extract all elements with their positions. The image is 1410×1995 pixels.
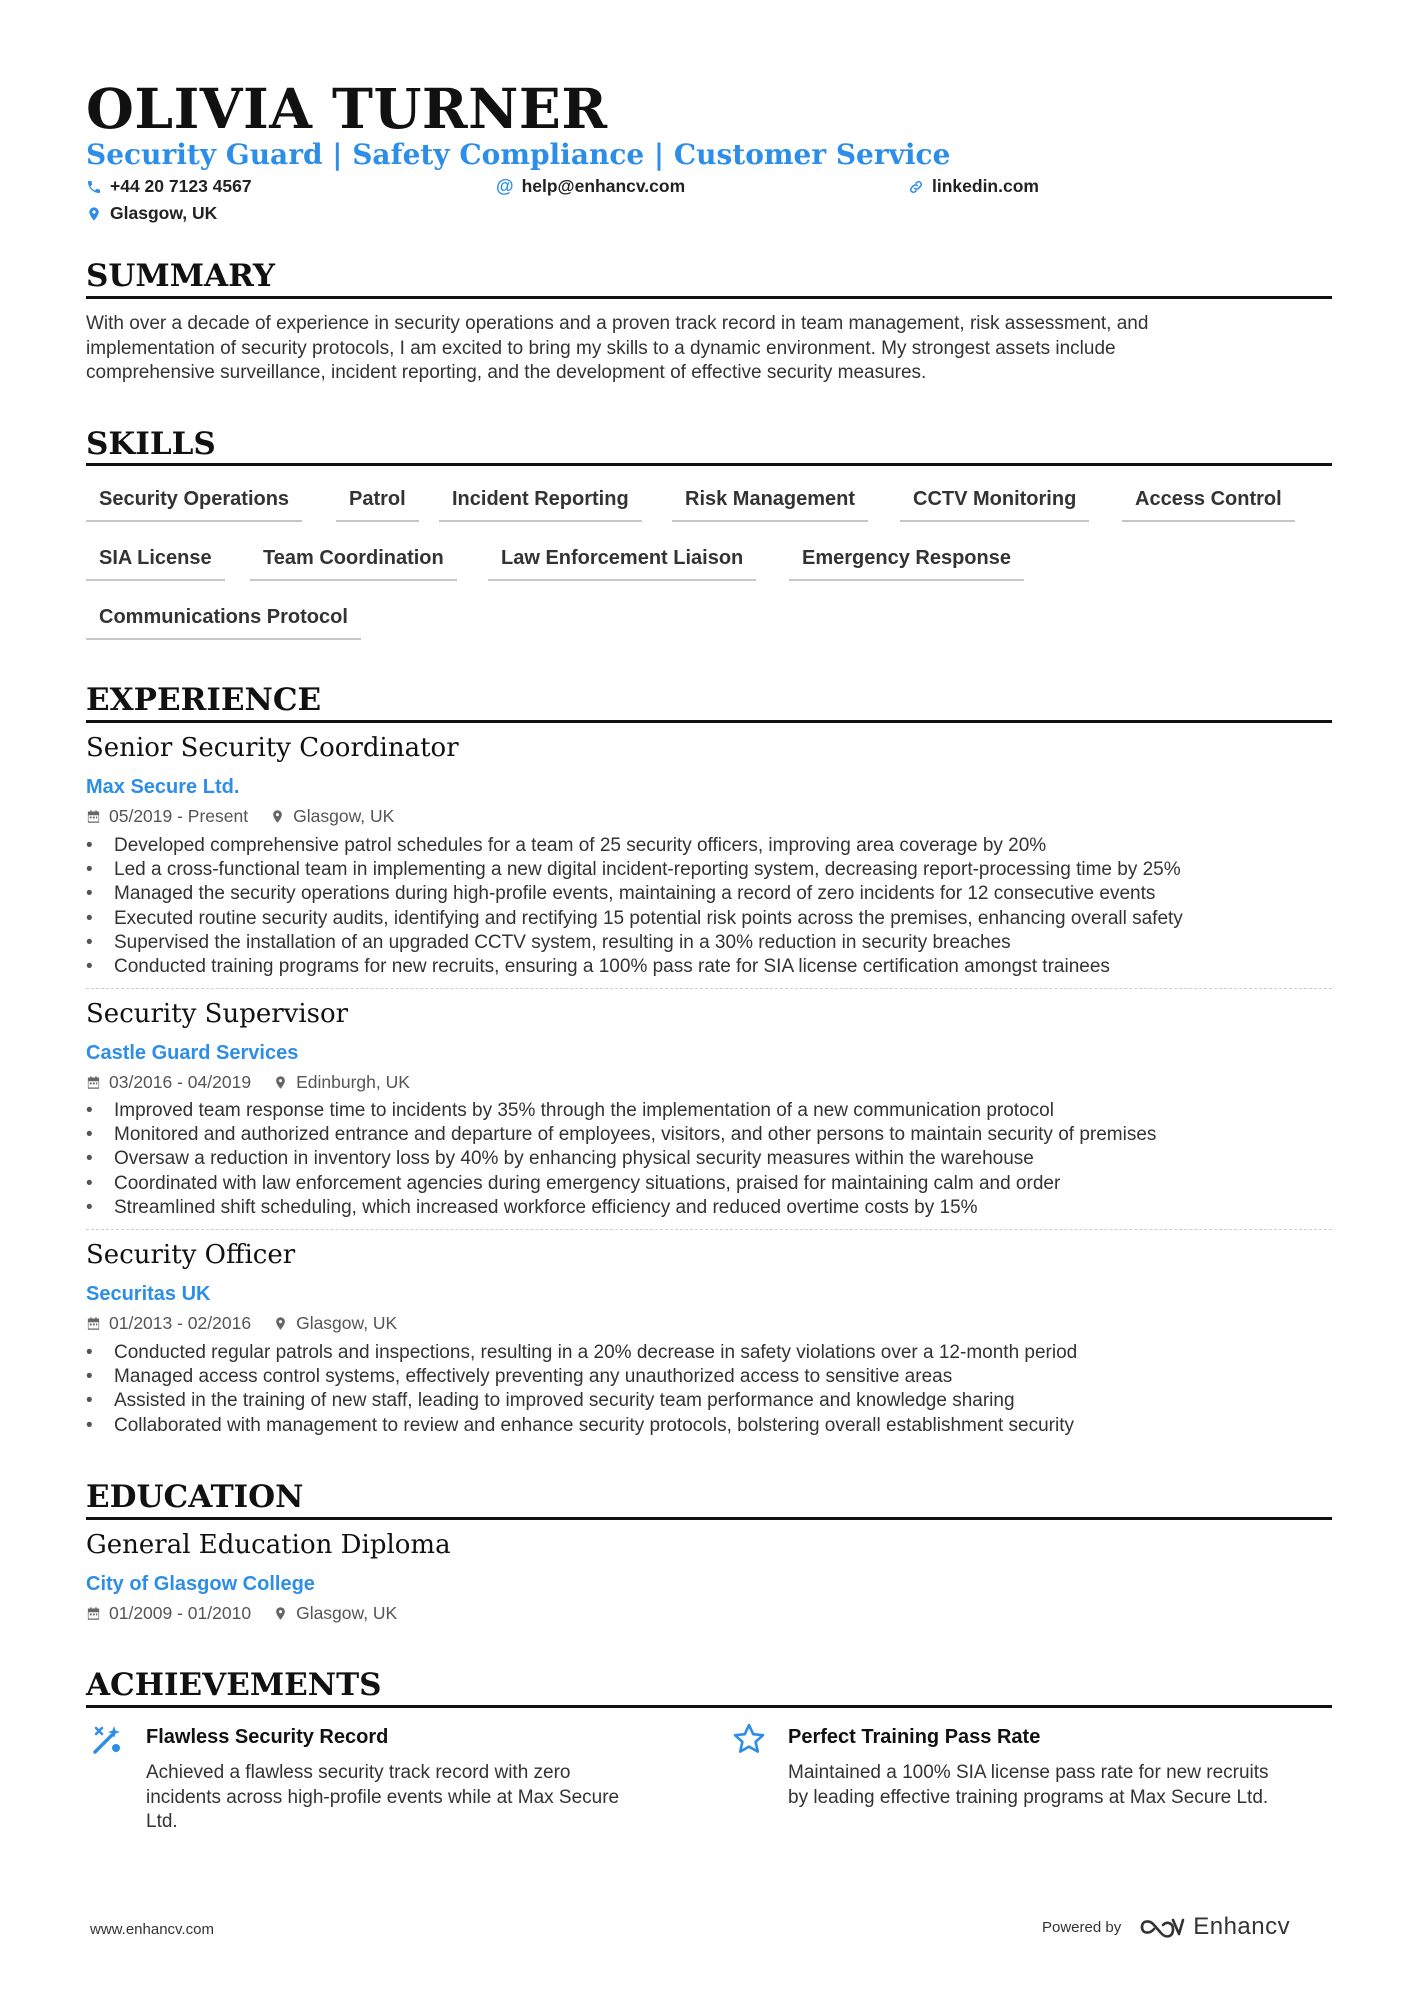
skill-tag: Access Control bbox=[1122, 488, 1295, 522]
company-name: Securitas UK bbox=[86, 1283, 211, 1305]
bullet-item: • Executed routine security audits, identifying and rectifying 15 potential risk points across the premises, enhancing overall safety bbox=[86, 907, 1332, 931]
job-separator bbox=[86, 1229, 1332, 1230]
summary-line: implementation of security protocols, I am excited to bring my skills to a dynamic environment. My strongest assets include bbox=[86, 337, 1116, 359]
skill-tag: Law Enforcement Liaison bbox=[488, 547, 756, 581]
summary-line: With over a decade of experience in security operations and a proven track record in team management, risk assessment, and bbox=[86, 313, 1149, 334]
star-icon bbox=[732, 1722, 766, 1756]
achievements-heading: ACHIEVEMENTS bbox=[86, 1667, 382, 1703]
job-meta bbox=[86, 1313, 419, 1334]
enhancv-logo[interactable] bbox=[1139, 1913, 1290, 1941]
bullet-item: • Conducted regular patrols and inspections, resulting in a 20% decrease in safety violations over a 12-month period bbox=[86, 1341, 1332, 1365]
skill-tag: CCTV Monitoring bbox=[900, 488, 1089, 522]
experience-divider bbox=[86, 720, 1332, 723]
skills-heading: SKILLS bbox=[86, 426, 216, 462]
phone-text: +44 20 7123 4567 bbox=[110, 176, 252, 196]
bullet-item: • Improved team response time to incidents by 35% through the implementation of a new communication protocol bbox=[86, 1099, 1332, 1123]
enhancv-logo-text: Enhancv bbox=[1193, 1913, 1291, 1940]
location-pin-icon bbox=[86, 206, 102, 222]
degree-title: General Education Diploma bbox=[86, 1530, 451, 1560]
location-text: Glasgow, UK bbox=[110, 203, 218, 223]
bullet-item: • Assisted in the training of new staff, leading to improved security team performance and knowledge sharing bbox=[86, 1389, 1332, 1413]
job-meta bbox=[86, 1072, 432, 1093]
location-pin-icon bbox=[270, 809, 285, 824]
job-location: Glasgow, UK bbox=[293, 806, 395, 826]
education-divider bbox=[86, 1517, 1332, 1520]
achievement-title: Perfect Training Pass Rate bbox=[788, 1726, 1041, 1748]
skill-tag: Security Operations bbox=[86, 488, 302, 522]
job-dates: 05/2019 - Present bbox=[109, 806, 249, 826]
achievement-description bbox=[146, 1761, 619, 1835]
job-meta bbox=[86, 806, 416, 827]
skill-tag: Risk Management bbox=[672, 488, 868, 522]
skill-tag: Communications Protocol bbox=[86, 606, 361, 640]
job-title: Senior Security Coordinator bbox=[86, 733, 459, 763]
footer-website[interactable]: www.enhancv.com bbox=[90, 1921, 214, 1938]
bullet-item: • Led a cross-functional team in implementing a new digital incident-reporting system, decreasing report-processing time by 25% bbox=[86, 858, 1332, 882]
skill-tag: Incident Reporting bbox=[439, 488, 642, 522]
education-dates: 01/2009 - 01/2010 bbox=[109, 1603, 252, 1623]
skills-divider bbox=[86, 463, 1332, 466]
job-bullets bbox=[86, 834, 1332, 979]
bullet-item: • Monitored and authorized entrance and departure of employees, visitors, and other persons to maintain security of premises bbox=[86, 1123, 1332, 1147]
location-pin-icon bbox=[273, 1075, 288, 1090]
job-bullets bbox=[86, 1099, 1332, 1220]
summary-divider bbox=[86, 296, 1332, 299]
calendar-icon bbox=[86, 1316, 101, 1331]
contact-linkedin[interactable] bbox=[908, 176, 1039, 197]
education-meta bbox=[86, 1603, 419, 1624]
job-bullets bbox=[86, 1341, 1332, 1438]
summary-text bbox=[86, 312, 1326, 386]
skill-tag: Team Coordination bbox=[250, 547, 457, 581]
experience-heading: EXPERIENCE bbox=[86, 682, 322, 718]
job-dates: 01/2013 - 02/2016 bbox=[109, 1313, 252, 1333]
calendar-icon bbox=[86, 1075, 101, 1090]
bullet-item: • Managed access control systems, effectively preventing any unauthorized access to sensitive areas bbox=[86, 1365, 1332, 1389]
achievement-line: incidents across high-profile events while at Max Secure bbox=[146, 1786, 620, 1808]
contact-phone[interactable] bbox=[86, 176, 252, 197]
bullet-item: • Collaborated with management to review and enhance security protocols, bolstering overall establishment security bbox=[86, 1414, 1332, 1438]
candidate-headline: Security Guard | Safety Compliance | Customer Service bbox=[86, 138, 951, 171]
skill-tag: SIA License bbox=[86, 547, 225, 581]
job-title: Security Supervisor bbox=[86, 999, 349, 1029]
summary-heading: SUMMARY bbox=[86, 258, 276, 294]
bullet-item: • Developed comprehensive patrol schedules for a team of 25 security officers, improving area coverage by 20% bbox=[86, 834, 1332, 858]
education-location: Glasgow, UK bbox=[296, 1603, 398, 1623]
location-pin-icon bbox=[273, 1606, 288, 1621]
calendar-icon bbox=[86, 809, 101, 824]
achievements-divider bbox=[86, 1705, 1332, 1708]
company-name: Castle Guard Services bbox=[86, 1042, 299, 1064]
location-pin-icon bbox=[273, 1316, 288, 1331]
achievement-line: Maintained a 100% SIA license pass rate for new recruits bbox=[788, 1762, 1269, 1783]
bullet-item: • Supervised the installation of an upgraded CCTV system, resulting in a 30% reduction in security breaches bbox=[86, 931, 1332, 955]
job-title: Security Officer bbox=[86, 1240, 296, 1270]
school-name: City of Glasgow College bbox=[86, 1573, 315, 1595]
candidate-name: OLIVIA TURNER bbox=[86, 76, 608, 141]
skill-tag: Patrol bbox=[336, 488, 419, 522]
magic-wand-icon bbox=[90, 1722, 124, 1756]
bullet-item: • Managed the security operations during high-profile events, maintaining a record of zero incidents for 12 consecutive events bbox=[86, 882, 1332, 906]
achievement-line: Achieved a flawless security track record with zero bbox=[146, 1762, 571, 1783]
bullet-item: • Oversaw a reduction in inventory loss by 40% by enhancing physical security measures within the warehouse bbox=[86, 1147, 1332, 1171]
phone-icon bbox=[86, 179, 102, 195]
at-icon: @ bbox=[496, 176, 514, 196]
bullet-item: • Coordinated with law enforcement agencies during emergency situations, praised for maintaining calm and order bbox=[86, 1172, 1332, 1196]
achievement-description bbox=[788, 1761, 1269, 1810]
job-dates: 03/2016 - 04/2019 bbox=[109, 1072, 252, 1092]
summary-line: comprehensive surveillance, incident reporting, and the development of effective security measures. bbox=[86, 362, 927, 383]
achievement-line: by leading effective training programs at Max Secure Ltd. bbox=[788, 1786, 1269, 1808]
company-name: Max Secure Ltd. bbox=[86, 776, 240, 798]
job-location: Edinburgh, UK bbox=[296, 1072, 410, 1092]
contact-email[interactable] bbox=[496, 176, 685, 197]
email-text: help@enhancv.com bbox=[521, 176, 686, 196]
achievement-line: Ltd. bbox=[146, 1811, 178, 1832]
linkedin-text: linkedin.com bbox=[932, 176, 1039, 196]
link-icon bbox=[908, 179, 924, 195]
skill-tag: Emergency Response bbox=[789, 547, 1024, 581]
achievement-title: Flawless Security Record bbox=[146, 1726, 389, 1748]
job-separator bbox=[86, 988, 1332, 989]
footer-branding bbox=[1042, 1913, 1290, 1941]
bullet-item: • Conducted training programs for new recruits, ensuring a 100% pass rate for SIA license certification amongst trainees bbox=[86, 955, 1332, 979]
education-heading: EDUCATION bbox=[86, 1479, 304, 1515]
calendar-icon bbox=[86, 1606, 101, 1621]
enhancv-logo-icon bbox=[1139, 1915, 1185, 1939]
job-location: Glasgow, UK bbox=[296, 1313, 398, 1333]
bullet-item: • Streamlined shift scheduling, which increased workforce efficiency and reduced overtime costs by 15% bbox=[86, 1196, 1332, 1220]
powered-by-label: Powered by bbox=[1042, 1918, 1122, 1936]
contact-location bbox=[86, 203, 217, 224]
